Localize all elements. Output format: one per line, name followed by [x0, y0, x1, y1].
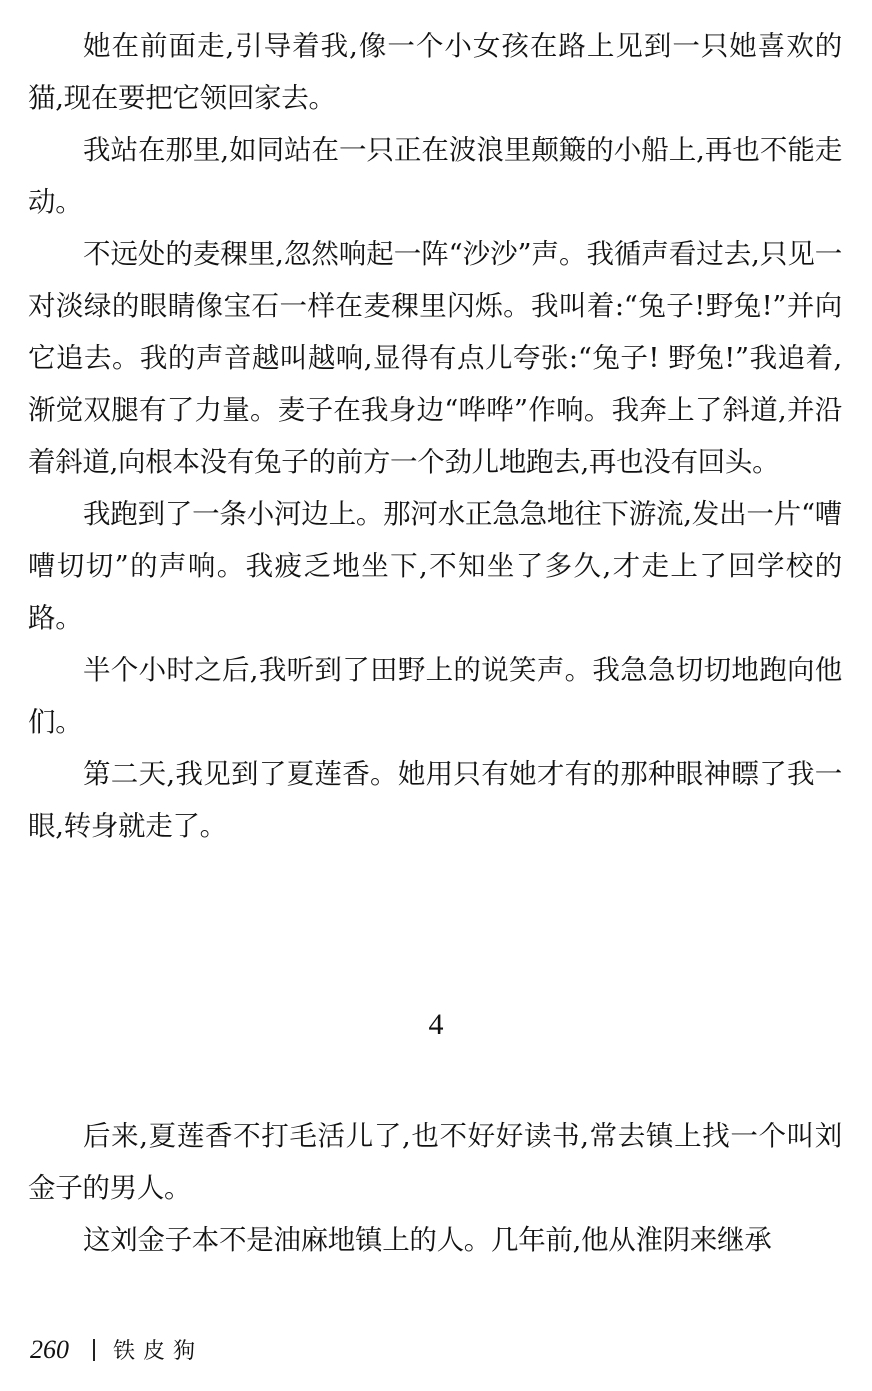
page-number: 260 — [30, 1334, 69, 1364]
paragraph: 第二天,我见到了夏莲香。她用只有她才有的那种眼神瞟了我一眼,转身就走了。 — [28, 758, 842, 842]
paragraph: 后来,夏莲香不打毛活儿了,也不好好读书,常去镇上找一个叫刘金子的男人。 — [28, 1120, 842, 1204]
text-block-part2 — [28, 1110, 842, 1266]
text-block-part1 — [28, 20, 842, 852]
paragraph: 我跑到了一条小河边上。那河水正急急地往下游流,发出一片“嘈嘈切切”的声响。我疲乏地坐下,不知坐了多久,才走上了回学校的路。 — [28, 498, 842, 634]
book-title: 铁皮狗 — [113, 1339, 204, 1364]
section-number: 4 — [428, 1008, 444, 1041]
page-footer — [30, 1334, 203, 1365]
paragraph: 半个小时之后,我听到了田野上的说笑声。我急急切切地跑向他们。 — [28, 654, 842, 738]
paragraph: 我站在那里,如同站在一只正在波浪里颠簸的小船上,再也不能走动。 — [28, 134, 842, 218]
footer-divider — [93, 1339, 95, 1361]
paragraph: 这刘金子本不是油麻地镇上的人。几年前,他从淮阴来继承 — [83, 1224, 772, 1256]
paragraph: 她在前面走,引导着我,像一个小女孩在路上见到一只她喜欢的猫,现在要把它领回家去。 — [28, 30, 842, 114]
paragraph: 不远处的麦稞里,忽然响起一阵“沙沙”声。我循声看过去,只见一对淡绿的眼睛像宝石一样在麦稞里闪烁。我叫着:“兔子!野兔!”并向它追去。我的声音越叫越响,显得有点儿夸张:“兔子! 野兔!”我追着,渐觉双腿有了力量。麦子在我身边“哗哗”作响。我奔上了斜道,并沿着斜道,向根本没有兔子的前方一个劲儿地跑去,再也没有回头。 — [28, 238, 842, 478]
